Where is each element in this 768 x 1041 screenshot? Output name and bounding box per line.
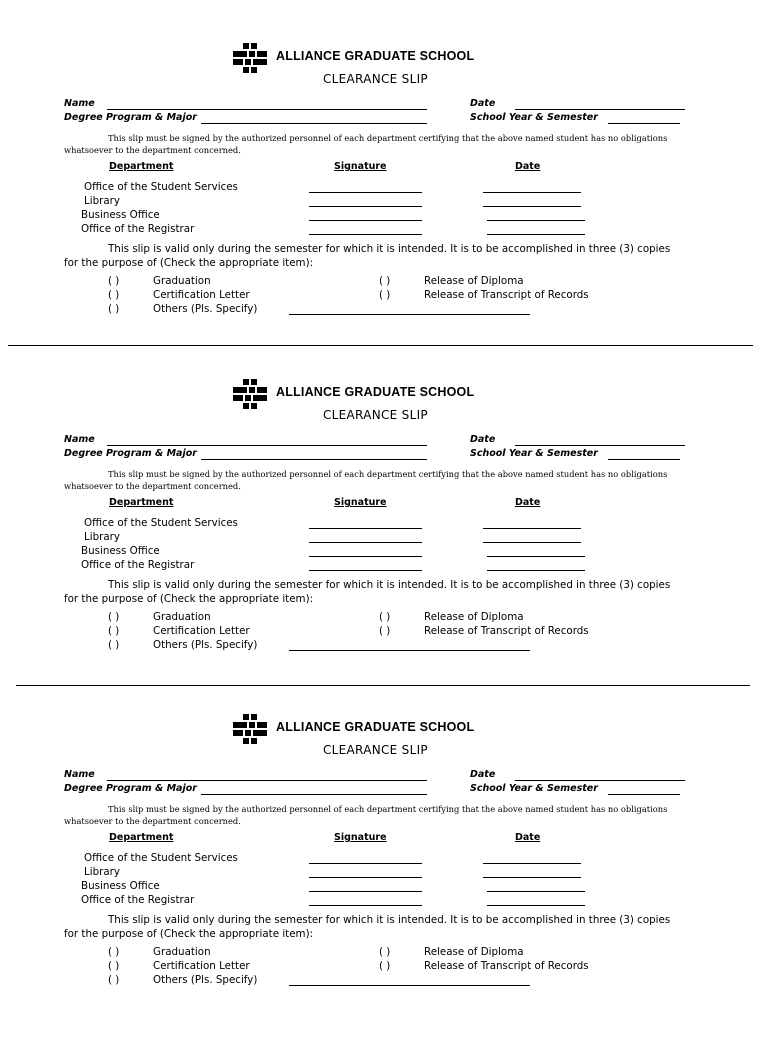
date-sign-field[interactable] [483, 192, 581, 193]
date-field[interactable] [515, 109, 685, 110]
date-sign-field[interactable] [487, 234, 585, 235]
school-name: ALLIANCE GRADUATE SCHOOL [276, 49, 475, 63]
school-year-label: School Year & Semester [470, 783, 598, 794]
date-sign-field[interactable] [483, 863, 581, 864]
signature-header: Signature [334, 497, 387, 508]
certification-label: Certification Letter [153, 625, 250, 637]
name-label: Name [64, 98, 95, 109]
department-item: Library [84, 531, 121, 543]
department-item: Library [84, 195, 121, 207]
others-specify-field[interactable] [289, 650, 530, 651]
school-logo-icon [233, 714, 267, 744]
school-year-field[interactable] [608, 794, 680, 795]
validity-line-2: for the purpose of (Check the appropriate item): [64, 593, 314, 605]
date-field[interactable] [515, 780, 685, 781]
graduation-label: Graduation [153, 946, 211, 958]
program-field[interactable] [201, 459, 427, 460]
cut-line [8, 345, 753, 346]
signature-field[interactable] [309, 206, 422, 207]
date-sign-field[interactable] [487, 220, 585, 221]
department-item: Business Office [81, 209, 160, 221]
others-label: Others (Pls. Specify) [153, 303, 258, 315]
transcript-label: Release of Transcript of Records [424, 960, 589, 972]
signature-field[interactable] [309, 234, 422, 235]
others-label: Others (Pls. Specify) [153, 639, 258, 651]
signature-field[interactable] [309, 542, 422, 543]
school-logo-icon [233, 43, 267, 73]
clearance-slip [0, 40, 768, 370]
program-field[interactable] [201, 794, 427, 795]
validity-line-2: for the purpose of (Check the appropriate item): [64, 928, 314, 940]
transcript-checkbox[interactable]: ( ) [379, 625, 391, 637]
department-item: Business Office [81, 880, 160, 892]
department-item: Office of the Registrar [81, 559, 195, 571]
diploma-checkbox[interactable]: ( ) [379, 275, 391, 287]
instruction-line-2: whatsoever to the department concerned. [64, 481, 241, 491]
department-item: Office of the Student Services [84, 517, 238, 529]
program-label: Degree Program & Major [64, 112, 197, 123]
date-sign-field[interactable] [483, 206, 581, 207]
name-field[interactable] [107, 780, 427, 781]
date-label: Date [470, 769, 496, 780]
date-sign-field[interactable] [487, 556, 585, 557]
school-name: ALLIANCE GRADUATE SCHOOL [276, 720, 475, 734]
signature-field[interactable] [309, 220, 422, 221]
graduation-checkbox[interactable]: ( ) [108, 946, 120, 958]
name-field[interactable] [107, 109, 427, 110]
name-label: Name [64, 769, 95, 780]
department-header: Department [109, 161, 174, 172]
program-field[interactable] [201, 123, 427, 124]
date-header: Date [515, 161, 541, 172]
validity-line-1: This slip is valid only during the semester for which it is intended. It is to be accomplished in three (3) copies [108, 243, 671, 255]
others-label: Others (Pls. Specify) [153, 974, 258, 986]
date-sign-field[interactable] [487, 570, 585, 571]
school-year-label: School Year & Semester [470, 448, 598, 459]
instruction-line-1: This slip must be signed by the authorized personnel of each department certifying that the above named student has no obligations [108, 804, 668, 814]
date-header: Date [515, 832, 541, 843]
name-label: Name [64, 434, 95, 445]
signature-header: Signature [334, 161, 387, 172]
date-sign-field[interactable] [483, 877, 581, 878]
instruction-line-1: This slip must be signed by the authorized personnel of each department certifying that the above named student has no obligations [108, 133, 668, 143]
clearance-slip [0, 376, 768, 706]
date-sign-field[interactable] [487, 905, 585, 906]
transcript-label: Release of Transcript of Records [424, 289, 589, 301]
diploma-checkbox[interactable]: ( ) [379, 611, 391, 623]
department-header: Department [109, 832, 174, 843]
department-item: Office of the Student Services [84, 181, 238, 193]
cut-line [16, 685, 750, 686]
others-specify-field[interactable] [289, 985, 530, 986]
diploma-label: Release of Diploma [424, 275, 524, 287]
signature-field[interactable] [309, 570, 422, 571]
diploma-label: Release of Diploma [424, 946, 524, 958]
transcript-label: Release of Transcript of Records [424, 625, 589, 637]
diploma-checkbox[interactable]: ( ) [379, 946, 391, 958]
department-item: Office of the Registrar [81, 894, 195, 906]
slip-title: CLEARANCE SLIP [323, 72, 428, 86]
signature-field[interactable] [309, 556, 422, 557]
transcript-checkbox[interactable]: ( ) [379, 289, 391, 301]
certification-checkbox[interactable]: ( ) [108, 625, 120, 637]
instruction-line-2: whatsoever to the department concerned. [64, 145, 241, 155]
school-year-field[interactable] [608, 459, 680, 460]
signature-field[interactable] [309, 905, 422, 906]
date-field[interactable] [515, 445, 685, 446]
signature-field[interactable] [309, 863, 422, 864]
signature-field[interactable] [309, 891, 422, 892]
signature-field[interactable] [309, 528, 422, 529]
program-label: Degree Program & Major [64, 783, 197, 794]
graduation-checkbox[interactable]: ( ) [108, 611, 120, 623]
others-checkbox[interactable]: ( ) [108, 303, 120, 315]
validity-line-1: This slip is valid only during the semester for which it is intended. It is to be accomplished in three (3) copies [108, 579, 671, 591]
signature-field[interactable] [309, 192, 422, 193]
date-sign-field[interactable] [487, 891, 585, 892]
others-specify-field[interactable] [289, 314, 530, 315]
slip-title: CLEARANCE SLIP [323, 743, 428, 757]
instruction-line-1: This slip must be signed by the authorized personnel of each department certifying that the above named student has no obligations [108, 469, 668, 479]
date-sign-field[interactable] [483, 528, 581, 529]
transcript-checkbox[interactable]: ( ) [379, 960, 391, 972]
school-name: ALLIANCE GRADUATE SCHOOL [276, 385, 475, 399]
signature-field[interactable] [309, 877, 422, 878]
department-header: Department [109, 497, 174, 508]
graduation-label: Graduation [153, 275, 211, 287]
department-item: Library [84, 866, 121, 878]
school-year-label: School Year & Semester [470, 112, 598, 123]
department-item: Office of the Registrar [81, 223, 195, 235]
slip-title: CLEARANCE SLIP [323, 408, 428, 422]
diploma-label: Release of Diploma [424, 611, 524, 623]
date-header: Date [515, 497, 541, 508]
certification-label: Certification Letter [153, 960, 250, 972]
instruction-line-2: whatsoever to the department concerned. [64, 816, 241, 826]
others-checkbox[interactable]: ( ) [108, 974, 120, 986]
certification-checkbox[interactable]: ( ) [108, 960, 120, 972]
date-label: Date [470, 434, 496, 445]
validity-line-2: for the purpose of (Check the appropriate item): [64, 257, 314, 269]
program-label: Degree Program & Major [64, 448, 197, 459]
signature-header: Signature [334, 832, 387, 843]
graduation-checkbox[interactable]: ( ) [108, 275, 120, 287]
school-year-field[interactable] [608, 123, 680, 124]
validity-line-1: This slip is valid only during the semester for which it is intended. It is to be accomplished in three (3) copies [108, 914, 671, 926]
graduation-label: Graduation [153, 611, 211, 623]
certification-checkbox[interactable]: ( ) [108, 289, 120, 301]
department-item: Office of the Student Services [84, 852, 238, 864]
certification-label: Certification Letter [153, 289, 250, 301]
department-item: Business Office [81, 545, 160, 557]
date-sign-field[interactable] [483, 542, 581, 543]
date-label: Date [470, 98, 496, 109]
school-logo-icon [233, 379, 267, 409]
others-checkbox[interactable]: ( ) [108, 639, 120, 651]
name-field[interactable] [107, 445, 427, 446]
clearance-slip [0, 711, 768, 1041]
